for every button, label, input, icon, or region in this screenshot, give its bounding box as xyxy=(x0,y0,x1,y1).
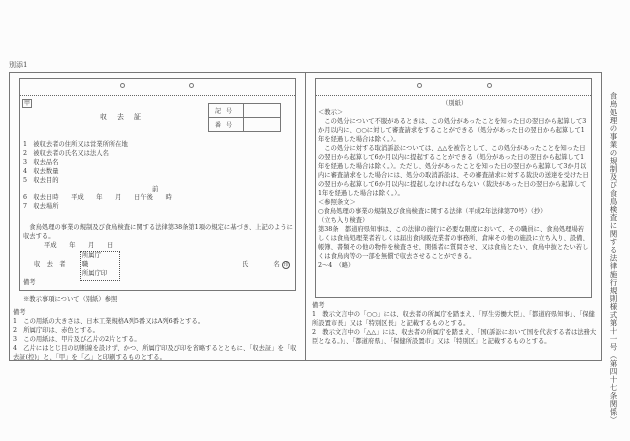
issue-date: 平成 年 月 日 xyxy=(44,242,114,249)
instruction-label: ＜教示＞ xyxy=(318,109,344,116)
office-line: 所属庁 xyxy=(82,252,101,259)
form-item: 4 収去数量 xyxy=(23,168,59,175)
note-item: 1 教示文言中の「○○」には、収去者の所属庁を踏まえ、「厚生労働大臣」、「都道府県知事」、「保健所設置市長」又は「特別区長」と記載するものとする。 xyxy=(312,311,595,327)
form-item: 5 収去目的 xyxy=(23,177,59,184)
note-item: 1 この用紙の大きさは、日本工業規格A列5番又はA列6番とする。 xyxy=(13,318,205,325)
remarks-label: 備考 xyxy=(23,279,36,286)
binding-hole-icon xyxy=(120,83,125,88)
register-number-field[interactable] xyxy=(244,118,281,132)
article-38: 第38条 都道府県知事は、この法律の施行に必要な限度において、その職員に、食鳥処理場若しくは食鳥処理業者若しくは届出食肉販売業者の事務所、倉庫その他の施設に立ち入り、設備、帳簿、書類その他の物件を検査させ、関係者に質問させ、又は食鳥とたい、食鳥中抜とたい若しくは食鳥肉等の一部を無償で収去させることができる。 xyxy=(318,226,589,260)
note-item: 4 乙片にはとじ目の切断線を設けず、かつ、所属庁印及び印を省略するとともに、「収去証」を「収去証(控)」と、「甲」を「乙」と印刷するものとする。 xyxy=(13,345,297,361)
form-item: 2 被収去者の氏名又は法人名 xyxy=(23,150,109,157)
form-item: 6 収去日時 平成 年 月 日午後 時 xyxy=(23,194,172,201)
notes-heading: 備考 xyxy=(13,309,26,316)
sheet-divider xyxy=(305,72,306,361)
seal-icon: 印 xyxy=(283,262,289,268)
collector-label: 収 去 者 xyxy=(34,261,66,268)
register-symbol-field[interactable] xyxy=(244,104,281,118)
omitted-clauses: 2～4 （略） xyxy=(318,262,355,269)
legal-statement: 食鳥処理の事業の規制及び食鳥検査に関する法律第38条第1項の規定に基づき、上記のように収去する。 xyxy=(23,224,293,240)
instruction-para-2: この処分に対する取消訴訟については、△△を被告として、この処分があったことを知った日の翌日から起算して6か月以内に提起することができる（処分があった日の翌日から起算して1年を経過した場合は除く。）。ただし、処分があったことを知った日の翌日から起算して3か月以内に審査請求をした場合には、処分の取消訴訟は、その審査請求に対する裁決の送達を受けた日の翌日から起算して6か月以内に提起しなければならない（裁決があった日の翌日から起算して1年を経過した場合は除く。）。 xyxy=(318,145,589,197)
form-item: 1 被収去者の住所又は営業所所在地 xyxy=(23,141,128,148)
position-line: 職 xyxy=(82,261,89,268)
binding-hole-icon xyxy=(487,83,492,88)
note-item: 2 教示文言中の「△△」には、収去者の所属庁を踏まえ、「国(訴訟において国を代表する者は法務大臣となる。)」、「都道府県」、「保健所設置市」又は「特別区」と記載するものとする。 xyxy=(312,329,597,345)
register-key: 記号 xyxy=(209,104,244,118)
form-item: 3 収去品名 xyxy=(23,159,59,166)
office-seal-line: 所属庁印 xyxy=(82,270,108,277)
cut-line xyxy=(316,95,591,96)
law-title: ○食鳥処理の事業の規制及び食鳥検査に関する法律（平成2年法律第70号）（抄） xyxy=(318,208,547,215)
notes-heading: 備考 xyxy=(312,302,325,309)
attachment-label: 別添1 xyxy=(9,61,28,69)
note-item: 3 この用紙は、甲片及び乙片の2片とする。 xyxy=(13,336,141,343)
name-label: 氏 名 xyxy=(242,261,280,268)
form-item: 7 収去場所 xyxy=(23,203,59,210)
article-caption: （立ち入り検査） xyxy=(318,217,369,224)
attachment-heading: （別紙） xyxy=(442,100,468,107)
reference-label: ＜参照条文＞ xyxy=(318,199,356,206)
kou-mark: 甲 xyxy=(24,100,31,107)
register-key: 番号 xyxy=(209,118,244,132)
register-table xyxy=(208,103,281,132)
note-item: 2 所属庁印は、赤色とする。 xyxy=(13,327,99,334)
binding-hole-icon xyxy=(417,83,422,88)
form-regulation-caption: 食鳥処理の事業の規制及び食鳥検査に関する法律施行規則様式第十一号（第四十七条関係） xyxy=(609,92,618,425)
reference-note: ※教示事項について（別紙）参照 xyxy=(23,296,118,303)
cut-line xyxy=(20,95,295,96)
instruction-para-1: この処分について不服があるときは、この処分があったことを知った日の翌日から起算して3か月以内に、○○に対して審査請求をすることができる（処分があった日の翌日から起算して1年を経過した場合は除く。）。 xyxy=(318,118,587,143)
form-title: 収去証 xyxy=(100,113,151,121)
binding-hole-icon xyxy=(189,83,194,88)
ampm-top: 前 xyxy=(152,186,159,193)
